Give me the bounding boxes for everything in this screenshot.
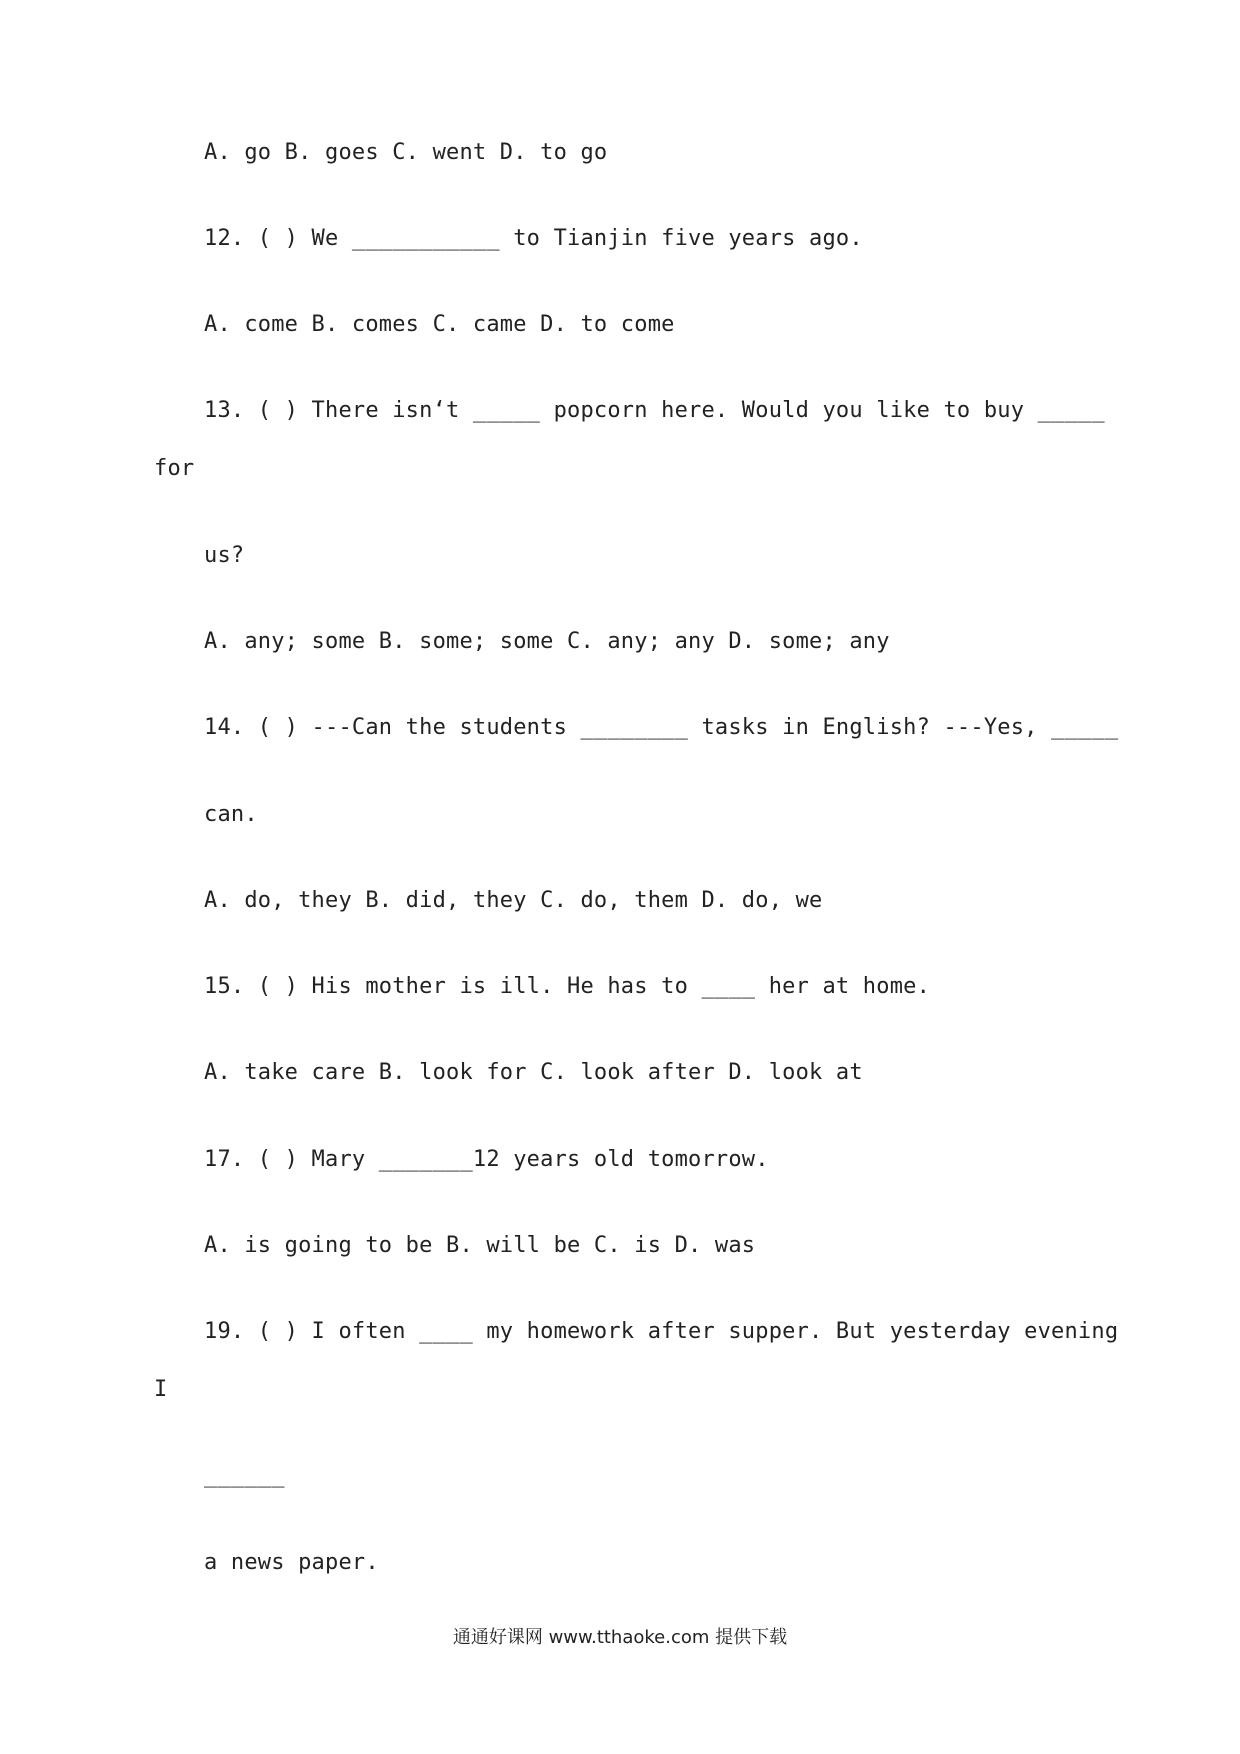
q14-stem: 14. ( ) ---Can the students ________ tasks in English? ---Yes, _____ bbox=[204, 715, 1119, 740]
q19-stem: 19. ( ) I often ____ my homework after supper. But yesterday evening bbox=[204, 1319, 1119, 1344]
q12-options: A. come B. comes C. came D. to come bbox=[204, 312, 675, 337]
q17-stem: 17. ( ) Mary _______12 years old tomorrow. bbox=[204, 1147, 769, 1172]
q15-stem: 15. ( ) His mother is ill. He has to ____ her at home. bbox=[204, 974, 931, 999]
q15-options: A. take care B. look for C. look after D. look at bbox=[204, 1060, 863, 1085]
q19-stem-cont: a news paper. bbox=[204, 1550, 379, 1575]
footer-download-note: 通通好课网 www.tthaoke.com 提供下载 bbox=[452, 1627, 788, 1648]
q13-stem-cont: us? bbox=[204, 543, 245, 568]
q13-stem-wrap: for bbox=[154, 456, 195, 481]
q12-stem: 12. ( ) We ___________ to Tianjin five years ago. bbox=[204, 226, 863, 251]
q14-options: A. do, they B. did, they C. do, them D. do, we bbox=[204, 888, 823, 913]
q17-options: A. is going to be B. will be C. is D. was bbox=[204, 1233, 756, 1258]
q19-stem-wrap: I bbox=[154, 1377, 168, 1402]
q13-stem: 13. ( ) There isn‘t _____ popcorn here. Would you like to buy _____ bbox=[204, 398, 1105, 423]
q14-stem-cont: can. bbox=[204, 802, 258, 827]
q19-blank: ______ bbox=[204, 1463, 285, 1488]
q13-options: A. any; some B. some; some C. any; any D. some; any bbox=[204, 629, 890, 654]
q11-options: A. go B. goes C. went D. to go bbox=[204, 140, 608, 165]
